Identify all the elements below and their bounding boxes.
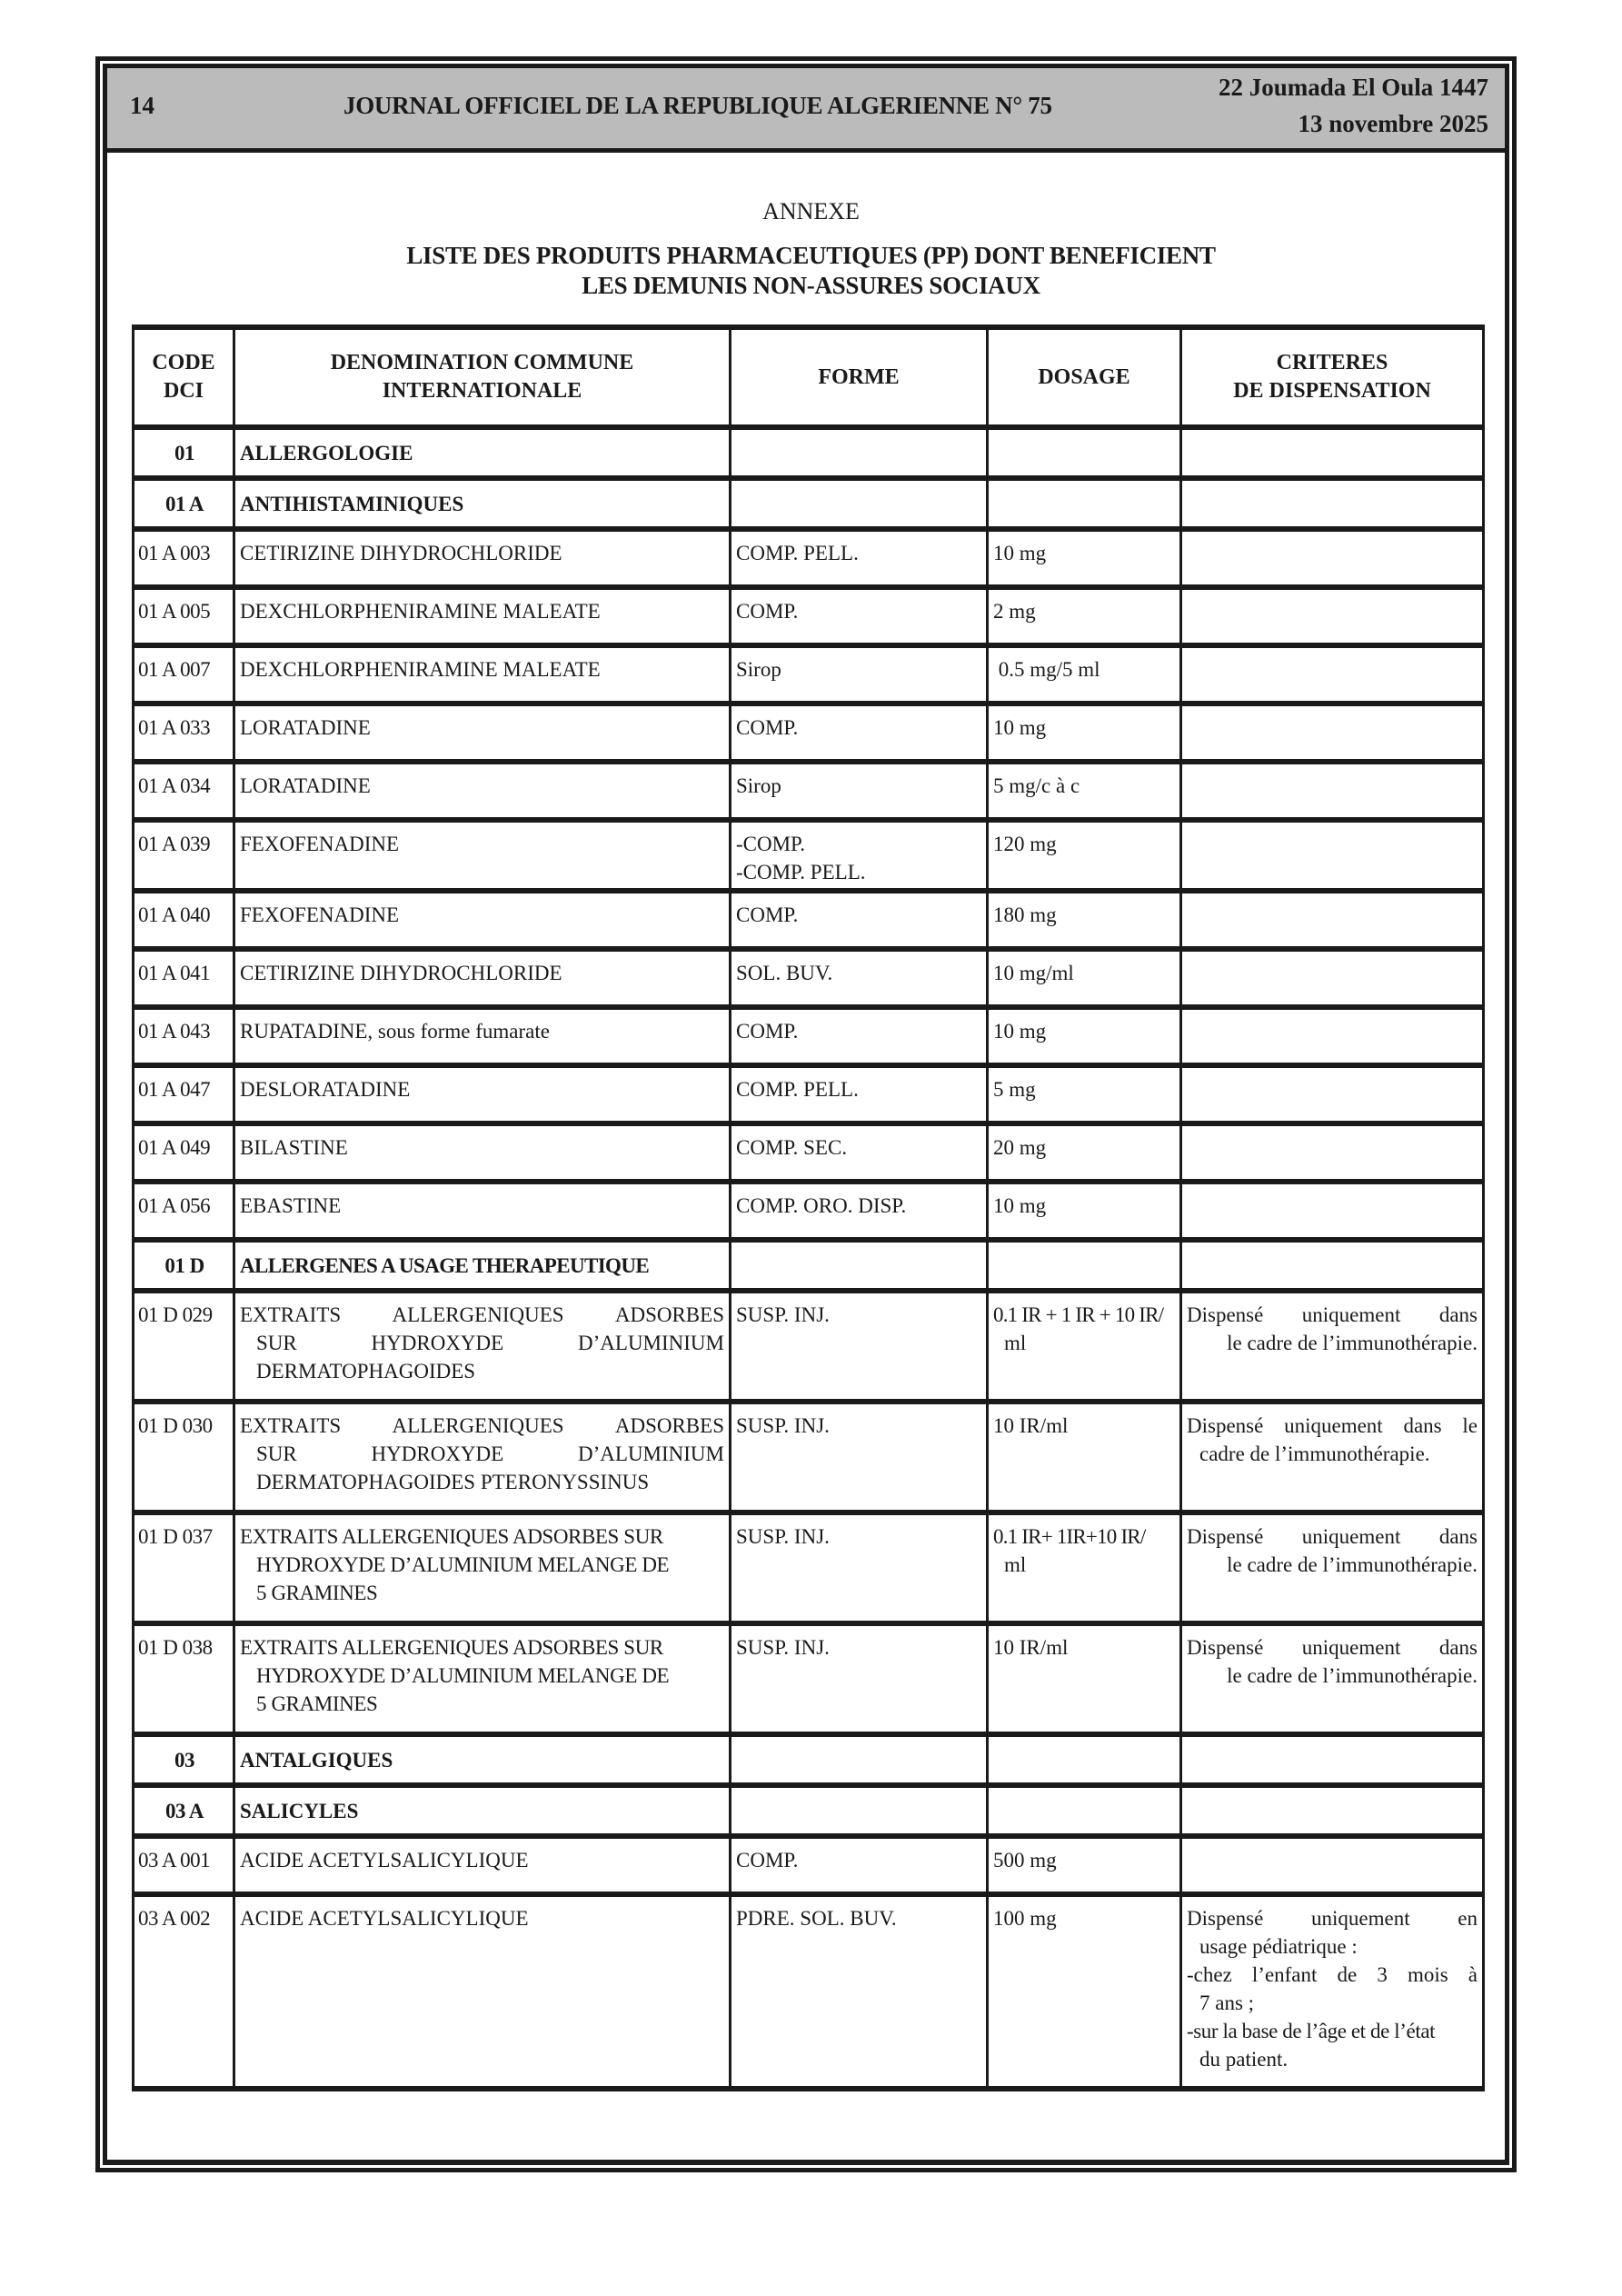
dosage-cell: 10 mg [988,1182,1181,1240]
dosage-cell: 10 mg/ml [988,949,1181,1007]
dosage-cell [988,478,1181,529]
code-cell: 01 A 047 [134,1065,234,1123]
forme-cell: COMP. ORO. DISP. [731,1182,988,1240]
name-cell: EXTRAITS ALLERGENIQUES ADSORBES SUR HYDROXYDE D’ALUMINIUM MELANGE DE 5 GRAMINES [234,1623,731,1734]
name-cell: FEXOFENADINE [234,820,731,891]
criteres-cell: Dispensé uniquement dans le cadre de l’immunothérapie. [1181,1402,1484,1512]
name-cell: DEXCHLORPHENIRAMINE MALEATE [234,645,731,704]
forme-cell: COMP. [731,1836,988,1894]
dosage-cell: 5 mg/c à c [988,762,1181,820]
name-cell: ANTIHISTAMINIQUES [234,478,731,529]
criteres-cell [1181,1240,1484,1291]
code-cell: 03 A 002 [134,1894,234,2089]
table-row [134,1894,1484,2089]
dosage-cell: 10 mg [988,1007,1181,1065]
forme-cell: Sirop [731,645,988,704]
dosage-cell: 0.1 IR + 1 IR + 10 IR/ ml [988,1291,1181,1402]
code-cell: 01 A 034 [134,762,234,820]
column-header-dosage: DOSAGE [988,327,1181,427]
criteres-cell [1181,949,1484,1007]
name-cell: EXTRAITS ALLERGENIQUES ADSORBES SUR HYDROXYDE D’ALUMINIUM DERMATOPHAGOIDES PTERONYSSINUS [234,1402,731,1512]
journal-title: JOURNAL OFFICIEL DE LA REPUBLIQUE ALGERIENNE N° 75 [343,92,1052,119]
table-row [134,1065,1484,1123]
code-cell: 03 [134,1734,234,1785]
dosage-cell: 0.1 IR+ 1IR+10 IR/ ml [988,1512,1181,1623]
table-row [134,1007,1484,1065]
dosage-cell: 180 mg [988,891,1181,949]
dosage-cell: 10 IR/ml [988,1623,1181,1734]
name-cell: ALLERGOLOGIE [234,427,731,478]
code-cell: 01 A 005 [134,587,234,645]
column-header-forme: FORME [731,327,988,427]
forme-cell: SOL. BUV. [731,949,988,1007]
forme-cell: SUSP. INJ. [731,1402,988,1512]
criteres-cell: Dispensé uniquement dans le cadre de l’immunothérapie. [1181,1512,1484,1623]
code-cell: 01 A 039 [134,820,234,891]
forme-cell: -COMP. -COMP. PELL. [731,820,988,891]
code-cell: 01 D 038 [134,1623,234,1734]
dosage-cell [988,1785,1181,1836]
criteres-cell [1181,1123,1484,1182]
criteres-cell [1181,820,1484,891]
dosage-cell: 500 mg [988,1836,1181,1894]
criteres-cell [1181,1007,1484,1065]
hijri-date: 22 Joumada El Oula 1447 [1218,74,1488,101]
name-cell: CETIRIZINE DIHYDROCHLORIDE [234,529,731,587]
name-cell: CETIRIZINE DIHYDROCHLORIDE [234,949,731,1007]
criteres-cell: Dispensé uniquement en usage pédiatrique : -chez l’enfant de 3 mois à 7 ans ; -sur la base de l’âge et de l’état du patient. [1181,1894,1484,2089]
code-cell: 01 [134,427,234,478]
criteres-cell [1181,704,1484,762]
table-row [134,1123,1484,1182]
dosage-cell: 100 mg [988,1894,1181,2089]
dosage-cell: 120 mg [988,820,1181,891]
criteres-cell [1181,427,1484,478]
name-cell: ACIDE ACETYLSALICYLIQUE [234,1894,731,2089]
forme-cell: SUSP. INJ. [731,1512,988,1623]
code-cell: 03 A [134,1785,234,1836]
column-header-code-dci: CODE DCI [134,327,234,427]
code-cell: 01 A 056 [134,1182,234,1240]
gregorian-date: 13 novembre 2025 [1298,110,1488,137]
table-row [134,1402,1484,1512]
code-cell: 01 A 043 [134,1007,234,1065]
name-cell: SALICYLES [234,1785,731,1836]
name-cell: ALLERGENES A USAGE THERAPEUTIQUE [234,1240,731,1291]
section-row [134,478,1484,529]
forme-cell: COMP. [731,891,988,949]
dosage-cell [988,427,1181,478]
table-row [134,1182,1484,1240]
dosage-cell [988,1734,1181,1785]
annex-title-line-1: LISTE DES PRODUITS PHARMACEUTIQUES (PP) DONT BENEFICIENT [406,242,1216,269]
forme-cell: COMP. PELL. [731,529,988,587]
code-cell: 01 A 033 [134,704,234,762]
name-cell: EBASTINE [234,1182,731,1240]
forme-cell: SUSP. INJ. [731,1291,988,1402]
forme-cell: COMP. [731,587,988,645]
forme-cell: SUSP. INJ. [731,1623,988,1734]
table-row [134,762,1484,820]
criteres-cell [1181,645,1484,704]
name-cell: RUPATADINE, sous forme fumarate [234,1007,731,1065]
table-row [134,645,1484,704]
name-cell: DESLORATADINE [234,1065,731,1123]
dosage-cell [988,1240,1181,1291]
forme-cell: PDRE. SOL. BUV. [731,1894,988,2089]
criteres-cell [1181,1734,1484,1785]
table-row [134,1836,1484,1894]
dosage-cell: 20 mg [988,1123,1181,1182]
dosage-cell: 10 IR/ml [988,1402,1181,1512]
forme-cell [731,427,988,478]
forme-cell [731,478,988,529]
table-row [134,820,1484,891]
forme-cell [731,1240,988,1291]
section-row [134,427,1484,478]
dosage-cell: 0.5 mg/5 ml [988,645,1181,704]
table-row [134,1512,1484,1623]
dosage-cell: 10 mg [988,704,1181,762]
dosage-cell: 10 mg [988,529,1181,587]
column-header-criteres: CRITERES DE DISPENSATION [1181,327,1484,427]
criteres-cell [1181,1182,1484,1240]
criteres-cell [1181,529,1484,587]
table-row [134,1291,1484,1402]
forme-cell: COMP. [731,704,988,762]
section-row [134,1785,1484,1836]
criteres-cell [1181,762,1484,820]
forme-cell: COMP. SEC. [731,1123,988,1182]
name-cell: LORATADINE [234,704,731,762]
forme-cell [731,1785,988,1836]
code-cell: 01 A 003 [134,529,234,587]
table-row [134,529,1484,587]
criteres-cell [1181,1836,1484,1894]
table-row [134,949,1484,1007]
code-cell: 01 A 049 [134,1123,234,1182]
dosage-cell: 5 mg [988,1065,1181,1123]
code-cell: 01 D [134,1240,234,1291]
code-cell: 01 A 041 [134,949,234,1007]
forme-cell: Sirop [731,762,988,820]
dosage-cell: 2 mg [988,587,1181,645]
name-cell: BILASTINE [234,1123,731,1182]
code-cell: 01 A [134,478,234,529]
code-cell: 01 D 037 [134,1512,234,1623]
section-row [134,1240,1484,1291]
pharmaceutical-products-table [132,324,1485,2091]
page-number: 14 [130,92,154,119]
criteres-cell [1181,1785,1484,1836]
table-header-row [134,327,1484,427]
annex-title [0,241,1622,301]
forme-cell: COMP. PELL. [731,1065,988,1123]
annex-title-line-2: LES DEMUNIS NON-ASSURES SOCIAUX [582,272,1040,299]
name-cell: EXTRAITS ALLERGENIQUES ADSORBES SUR HYDROXYDE D’ALUMINIUM MELANGE DE 5 GRAMINES [234,1512,731,1623]
journal-header-band [107,68,1505,153]
code-cell: 01 D 030 [134,1402,234,1512]
code-cell: 01 A 007 [134,645,234,704]
forme-cell [731,1734,988,1785]
name-cell: ANTALGIQUES [234,1734,731,1785]
name-cell: FEXOFENADINE [234,891,731,949]
criteres-cell [1181,1065,1484,1123]
table-row [134,587,1484,645]
code-cell: 01 A 040 [134,891,234,949]
criteres-cell: Dispensé uniquement dans le cadre de l’immunothérapie. [1181,1291,1484,1402]
code-cell: 03 A 001 [134,1836,234,1894]
criteres-cell [1181,891,1484,949]
criteres-cell [1181,587,1484,645]
table-row [134,891,1484,949]
criteres-cell: Dispensé uniquement dans le cadre de l’immunothérapie. [1181,1623,1484,1734]
name-cell: LORATADINE [234,762,731,820]
table-row [134,704,1484,762]
forme-cell: COMP. [731,1007,988,1065]
name-cell: ACIDE ACETYLSALICYLIQUE [234,1836,731,1894]
column-header-denomination: DENOMINATION COMMUNE INTERNATIONALE [234,327,731,427]
table-row [134,1623,1484,1734]
annex-label: ANNEXE [762,198,860,225]
criteres-cell [1181,478,1484,529]
name-cell: EXTRAITS ALLERGENIQUES ADSORBES SUR HYDROXYDE D’ALUMINIUM DERMATOPHAGOIDES [234,1291,731,1402]
code-cell: 01 D 029 [134,1291,234,1402]
section-row [134,1734,1484,1785]
name-cell: DEXCHLORPHENIRAMINE MALEATE [234,587,731,645]
